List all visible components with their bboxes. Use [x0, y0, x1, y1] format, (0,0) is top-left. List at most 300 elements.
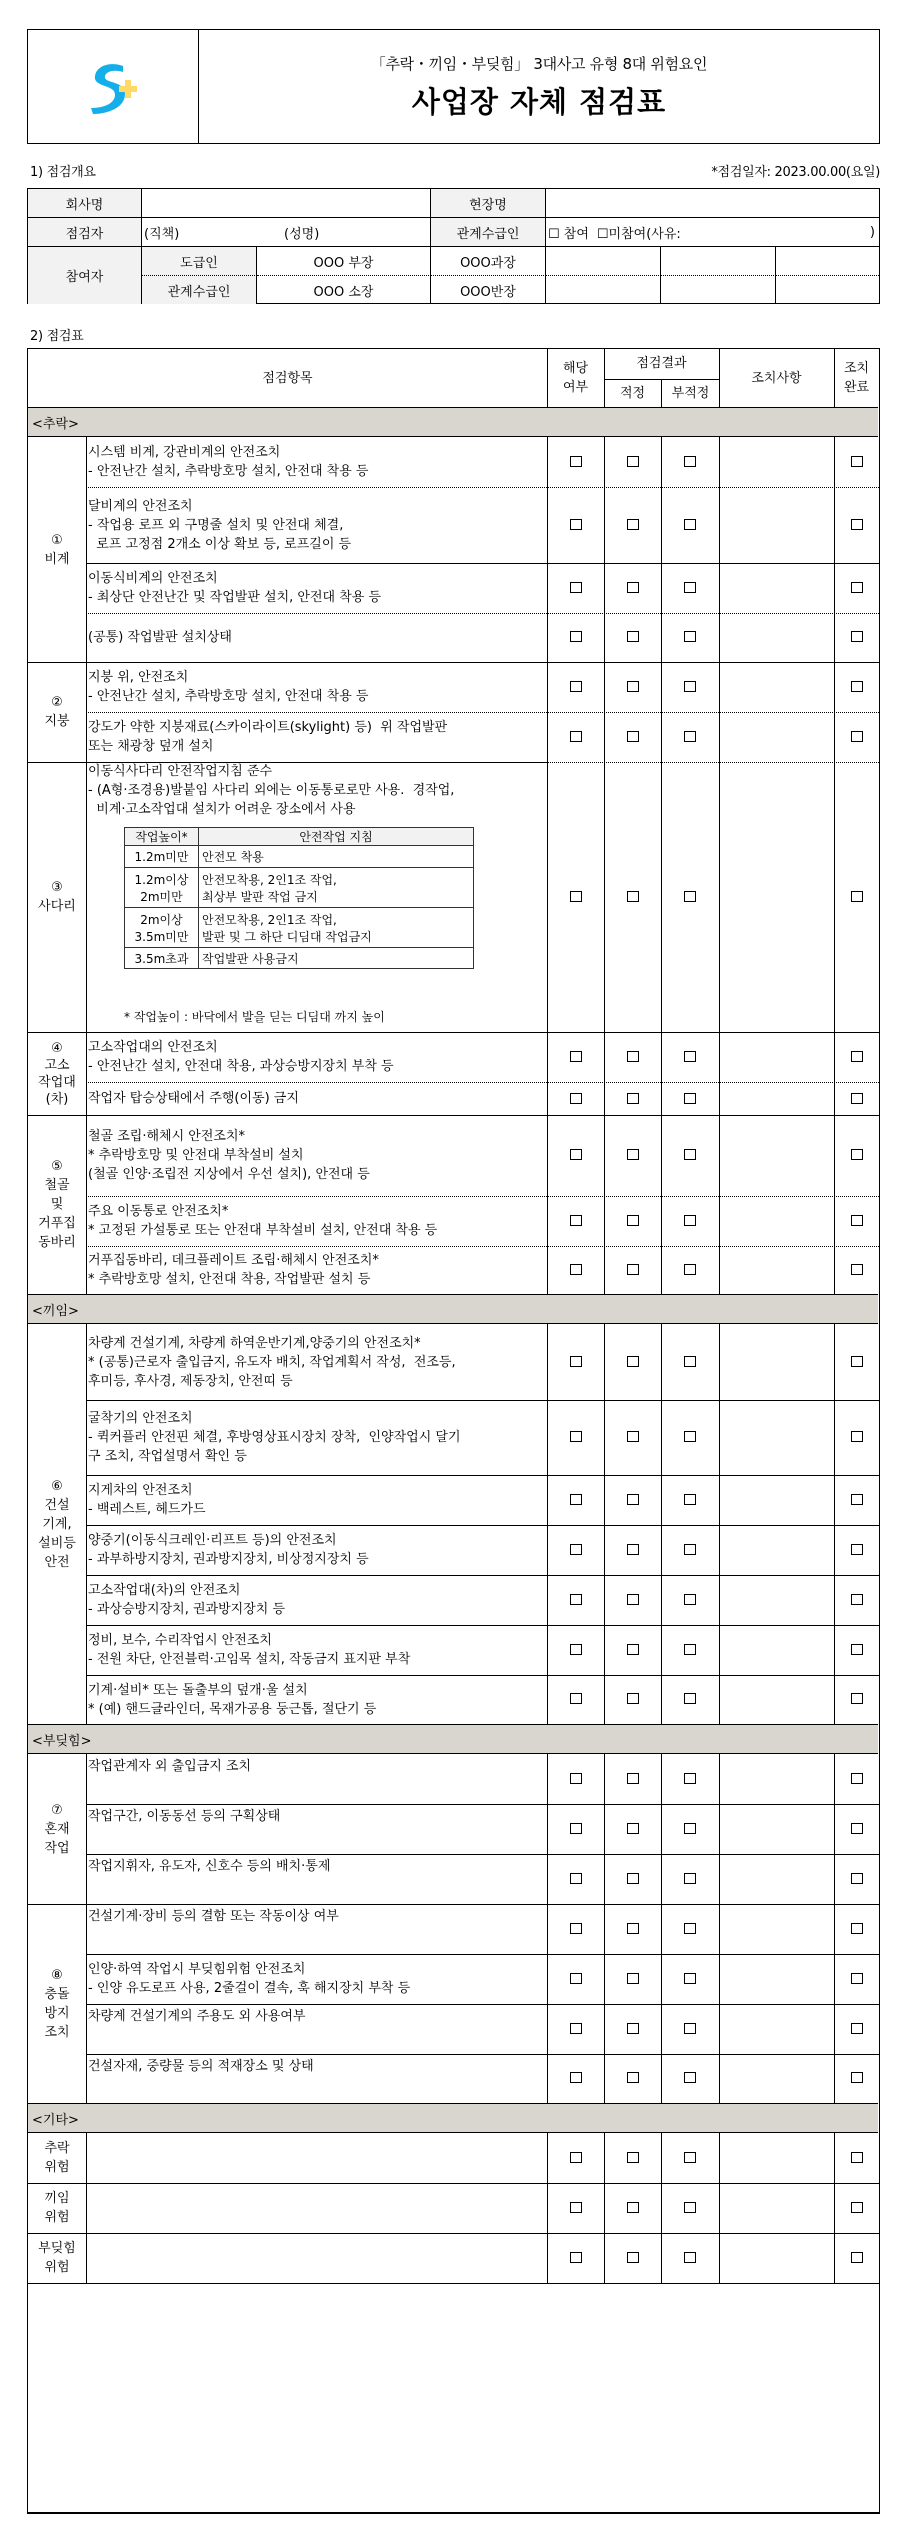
proper-checkbox[interactable] — [627, 2072, 639, 2083]
proper-checkbox[interactable] — [627, 2252, 639, 2263]
applicable-checkbox[interactable] — [570, 2202, 582, 2213]
category-band-struck: <부딪힘> — [28, 1724, 878, 1754]
item-title: 지게차의 안전조치 — [88, 1483, 193, 1498]
participant-blank[interactable] — [776, 247, 879, 276]
item-detail: * 추락방호망 및 안전대 부착설비 설치 — [88, 1148, 304, 1163]
category-band-caught: <끼임> — [28, 1294, 878, 1324]
action-done-checkbox[interactable] — [851, 582, 863, 593]
action-done-checkbox[interactable] — [851, 2023, 863, 2034]
group-number: ⑧ — [51, 1967, 63, 1983]
site-label: 현장명 — [431, 189, 546, 218]
applicable-checkbox[interactable] — [570, 456, 582, 467]
item-detail: 비계·고소작업대 설치가 어려운 장소에서 사용 — [88, 802, 356, 817]
applicable-checkbox[interactable] — [570, 1594, 582, 1605]
improper-checkbox[interactable] — [684, 1773, 696, 1784]
improper-checkbox[interactable] — [684, 2152, 696, 2163]
check-item — [87, 1904, 547, 1954]
ladder-guideline-text: 발판 및 그 하단 디딤대 작업금지 — [202, 929, 372, 944]
check-item — [87, 563, 547, 613]
improper-checkbox[interactable] — [684, 891, 696, 902]
improper-checkbox[interactable] — [684, 2252, 696, 2263]
improper-checkbox[interactable] — [684, 2072, 696, 2083]
document-header — [27, 29, 880, 144]
item-detail: - 퀵커플러 안전핀 체결, 후방영상표시장치 장착, 인양작업시 달기 — [88, 1430, 461, 1445]
item-title: 강도가 약한 지붕재료(스카이라이트(skylight) 등) 위 작업발판 — [88, 720, 448, 735]
proper-checkbox[interactable] — [627, 1051, 639, 1062]
item-detail: - 안전난간 설치, 추락방호망 설치, 안전대 착용 등 — [88, 689, 369, 704]
proper-checkbox[interactable] — [627, 1431, 639, 1442]
ladder-height-text: 3.5m초과 — [134, 951, 189, 966]
action-done-checkbox[interactable] — [851, 1644, 863, 1655]
improper-checkbox[interactable] — [684, 1431, 696, 1442]
participant-blank[interactable] — [661, 276, 776, 304]
item-title: 주요 이동통로 안전조치* — [88, 1204, 229, 1219]
col-header-done-line1: 조치 — [843, 361, 870, 376]
item-detail: - 작업용 로프 외 구명줄 설치 및 안전대 체결, — [88, 517, 344, 533]
action-done-checkbox[interactable] — [851, 731, 863, 742]
applicable-checkbox[interactable] — [570, 1093, 582, 1104]
participant-person1[interactable]: OOO 부장 — [257, 247, 431, 276]
participant-blank[interactable] — [546, 276, 661, 304]
group-steel-formwork — [28, 1115, 86, 1294]
proper-checkbox[interactable] — [627, 1594, 639, 1605]
improper-checkbox[interactable] — [684, 731, 696, 742]
checklist-section-title: 2) 점검표 — [30, 329, 84, 344]
col-header-result: 점검결과 — [604, 349, 719, 378]
group-aerial-platform — [28, 1032, 86, 1115]
applicable-checkbox[interactable] — [570, 1149, 582, 1160]
improper-checkbox[interactable] — [684, 2202, 696, 2213]
action-done-checkbox[interactable] — [851, 1873, 863, 1884]
action-done-checkbox[interactable] — [851, 519, 863, 530]
group-name: 사다리 — [38, 899, 76, 914]
divider — [547, 762, 879, 763]
ladder-height-text: 1.2m미만 — [134, 850, 189, 864]
applicable-checkbox[interactable] — [570, 681, 582, 692]
ladder-height-text: 2m미만 — [140, 889, 183, 904]
group-number: ④ — [51, 1040, 63, 1056]
applicable-checkbox[interactable] — [570, 1873, 582, 1884]
proper-checkbox[interactable] — [627, 1644, 639, 1655]
applicable-checkbox[interactable] — [570, 1923, 582, 1934]
applicable-checkbox[interactable] — [570, 1356, 582, 1367]
proper-checkbox[interactable] — [627, 631, 639, 642]
group-name: 작업 — [44, 1840, 70, 1856]
applicable-checkbox[interactable] — [570, 1494, 582, 1505]
inspector-position: (직책) — [144, 226, 180, 242]
item-title: 인양·하역 작업시 부딪힘위험 안전조치 — [88, 1962, 306, 1977]
group-number: ⑥ — [51, 1478, 63, 1494]
action-done-checkbox[interactable] — [851, 1356, 863, 1367]
improper-checkbox[interactable] — [684, 1923, 696, 1934]
ladder-guideline — [199, 908, 473, 947]
item-detail: * 추락방호망 설치, 안전대 착용, 작업발판 설치 등 — [88, 1272, 371, 1287]
check-item — [87, 1196, 547, 1246]
inspector-label: 점검자 — [28, 218, 142, 247]
group-number: ① — [51, 532, 63, 548]
item-title: 작업관계자 외 출입금지 조치 — [88, 1759, 252, 1774]
group-mixed-work — [28, 1754, 86, 1904]
group-name: 설비등 — [38, 1535, 76, 1551]
item-detail: - 과부하방지장치, 권과방지장치, 비상정지장치 등 — [88, 1552, 369, 1567]
category-band-other: <기타> — [28, 2103, 878, 2133]
participant-person2[interactable]: OOO반장 — [431, 276, 546, 304]
improper-checkbox[interactable] — [684, 519, 696, 530]
group-name: 부딪힘 — [38, 2241, 76, 2256]
check-item — [87, 1475, 547, 1525]
check-item — [87, 1575, 547, 1625]
proper-checkbox[interactable] — [627, 1149, 639, 1160]
item-title: 차량계 건설기계의 주용도 외 사용여부 — [88, 2009, 306, 2024]
proper-checkbox[interactable] — [627, 1544, 639, 1555]
improper-checkbox[interactable] — [684, 1823, 696, 1834]
ladder-height-guideline-table — [124, 827, 474, 969]
improper-checkbox[interactable] — [684, 456, 696, 467]
item-detail: 후미등, 후사경, 제동장치, 안전띠 등 — [88, 1373, 293, 1389]
action-done-checkbox[interactable] — [851, 1693, 863, 1704]
proper-checkbox[interactable] — [627, 1693, 639, 1704]
group-name: 충돌 — [44, 1986, 70, 2002]
group-name: 방지 — [44, 2005, 70, 2021]
logo — [28, 30, 199, 143]
item-title: 작업자 탑승상태에서 주행(이동) 금지 — [88, 1091, 299, 1106]
ladder-guideline-text: 안전모착용, 2인1조 작업, — [202, 912, 337, 927]
document-subtitle: 「추락・끼임・부딪힘」 3대사고 유형 8대 위험요인 — [370, 54, 708, 73]
applicable-checkbox[interactable] — [570, 631, 582, 642]
group-number: ⑤ — [51, 1159, 63, 1174]
item-detail: 로프 고정점 2개소 이상 확보 등, 로프길이 등 — [88, 536, 352, 552]
item-title: 굴착기의 안전조치 — [88, 1411, 193, 1426]
applicable-checkbox[interactable] — [570, 1693, 582, 1704]
absent-reason-close: ) — [869, 224, 875, 240]
proper-checkbox[interactable] — [627, 1093, 639, 1104]
ladder-height — [125, 846, 199, 867]
proper-checkbox[interactable] — [627, 731, 639, 742]
action-done-checkbox[interactable] — [851, 1544, 863, 1555]
ladder-height-text: 1.2m이상 — [134, 872, 189, 887]
participant-person2[interactable]: OOO과장 — [431, 247, 546, 276]
item-detail: (철골 인양·조립전 지상에서 우선 설치), 안전대 등 — [88, 1167, 370, 1182]
inspector-name: (성명) — [284, 226, 320, 242]
ladder-guideline — [199, 948, 473, 968]
applicable-checkbox[interactable] — [570, 1973, 582, 1984]
proper-checkbox[interactable] — [627, 2152, 639, 2163]
group-name: 동바리 — [38, 1235, 76, 1250]
improper-checkbox[interactable] — [684, 1973, 696, 1984]
check-item — [87, 1804, 547, 1854]
divider — [28, 2233, 879, 2234]
overview-table — [27, 188, 880, 304]
group-name: 혼재 — [44, 1821, 70, 1837]
item-title: 기계·설비* 또는 돌출부의 덮개·울 설치 — [88, 1682, 308, 1698]
applicable-checkbox[interactable] — [570, 1431, 582, 1442]
applicable-checkbox[interactable] — [570, 582, 582, 593]
item-detail: - 과상승방지장치, 권과방지장치 등 — [88, 1602, 286, 1617]
proper-checkbox[interactable] — [627, 891, 639, 902]
col-header-applicable-line1: 해당 — [562, 361, 589, 376]
proper-checkbox[interactable] — [627, 582, 639, 593]
company-field[interactable] — [142, 189, 431, 218]
improper-checkbox[interactable] — [684, 1356, 696, 1367]
attend-checkbox[interactable]: ☐ 참여 — [548, 226, 589, 242]
item-title: 고소작업대(차)의 안전조치 — [88, 1583, 241, 1598]
site-field[interactable] — [546, 189, 879, 218]
item-detail: * 고정된 가설통로 또는 안전대 부착설비 설치, 안전대 착용 등 — [88, 1223, 438, 1238]
item-title: (공통) 작업발판 설치상태 — [88, 630, 232, 645]
proper-checkbox[interactable] — [627, 1923, 639, 1934]
applicable-checkbox[interactable] — [570, 2023, 582, 2034]
inspection-date[interactable]: *점검일자: 2023.00.00(요일) — [711, 165, 880, 180]
item-detail: - 전원 차단, 안전블럭·고임목 설치, 작동금지 표지판 부착 — [88, 1652, 411, 1667]
check-item — [87, 1324, 547, 1400]
group-name: 지붕 — [44, 714, 70, 729]
improper-checkbox[interactable] — [684, 1494, 696, 1505]
title-area — [199, 30, 879, 143]
absent-checkbox[interactable]: ☐미참여(사유: — [596, 226, 681, 242]
overview-section-title: 1) 점검개요 — [30, 165, 96, 180]
improper-checkbox[interactable] — [684, 1149, 696, 1160]
item-detail: 또는 채광창 덮개 설치 — [88, 739, 214, 754]
participant-role: 도급인 — [142, 247, 257, 276]
col-header-item: 점검항목 — [28, 349, 547, 407]
improper-checkbox[interactable] — [684, 1693, 696, 1704]
ladder-head-guideline: 안전작업 지침 — [299, 830, 373, 844]
col-header-applicable — [547, 349, 604, 407]
company-label: 회사명 — [28, 189, 142, 218]
action-done-checkbox[interactable] — [851, 891, 863, 902]
col-header-applicable-line2: 여부 — [562, 380, 589, 395]
group-collision-prevention — [28, 1904, 86, 2103]
item-title: 지붕 위, 안전조치 — [88, 670, 189, 685]
ladder-guideline-text: 안전모 착용 — [202, 850, 264, 864]
col-header-done — [834, 349, 879, 407]
check-item — [87, 1400, 547, 1475]
item-detail: - (A형·조경용)발붙임 사다리 외에는 이동통로로만 사용. 경작업, — [88, 783, 455, 798]
proper-checkbox[interactable] — [627, 681, 639, 692]
item-title: 달비계의 안전조치 — [88, 498, 193, 514]
ladder-guideline-text: 안전모착용, 2인1조 작업, — [202, 872, 337, 887]
action-done-checkbox[interactable] — [851, 1594, 863, 1605]
group-number: ⑦ — [51, 1802, 63, 1818]
item-detail: * (예) 핸드글라인더, 목재가공용 둥근톱, 절단기 등 — [88, 1701, 377, 1717]
group-name: 위험 — [44, 2260, 70, 2275]
item-title: 양중기(이동식크레인·리프트 등)의 안전조치 — [88, 1533, 337, 1548]
group-construction-machinery — [28, 1324, 86, 1724]
group-scaffold — [28, 437, 86, 662]
proper-checkbox[interactable] — [627, 1773, 639, 1784]
group-other-struck — [28, 2233, 86, 2283]
proper-checkbox[interactable] — [627, 1356, 639, 1367]
group-name: 작업대 — [38, 1074, 76, 1090]
action-done-checkbox[interactable] — [851, 2252, 863, 2263]
group-name: 추락 — [44, 2141, 70, 2156]
item-title: 건설자재, 중량물 등의 적재장소 및 상태 — [88, 2059, 314, 2074]
proper-checkbox[interactable] — [627, 1494, 639, 1505]
item-title: 건설기계·장비 등의 결함 또는 작동이상 여부 — [88, 1909, 339, 1924]
ladder-height — [125, 908, 199, 947]
proper-checkbox[interactable] — [627, 2202, 639, 2213]
improper-checkbox[interactable] — [684, 681, 696, 692]
improper-checkbox[interactable] — [684, 1093, 696, 1104]
subcontractor-attendance — [546, 218, 879, 247]
action-done-checkbox[interactable] — [851, 2072, 863, 2083]
applicable-checkbox[interactable] — [570, 731, 582, 742]
applicable-checkbox[interactable] — [570, 1644, 582, 1655]
action-done-checkbox[interactable] — [851, 681, 863, 692]
applicable-checkbox[interactable] — [570, 2252, 582, 2263]
s-plus-logo-icon — [83, 56, 143, 118]
applicable-checkbox[interactable] — [570, 1051, 582, 1062]
group-name: 끼임 — [44, 2191, 70, 2206]
check-item — [87, 1525, 547, 1575]
action-done-checkbox[interactable] — [851, 1431, 863, 1442]
inspector-field[interactable] — [142, 218, 431, 247]
item-detail: - 안전난간 설치, 안전대 착용, 과상승방지장치 부착 등 — [88, 1059, 394, 1074]
check-item — [87, 613, 547, 662]
applicable-checkbox[interactable] — [570, 1773, 582, 1784]
participant-blank[interactable] — [661, 247, 776, 276]
group-name: 거푸집 — [38, 1216, 76, 1231]
checklist-table — [27, 348, 880, 2514]
item-detail: - 인양 유도로프 사용, 2줄걸이 결속, 훅 해지장치 부착 등 — [88, 1981, 411, 1996]
participant-blank[interactable] — [776, 276, 879, 304]
action-done-checkbox[interactable] — [851, 1093, 863, 1104]
item-detail: - 안전난간 설치, 추락방호망 설치, 안전대 착용 등 — [88, 464, 369, 479]
applicable-checkbox[interactable] — [570, 891, 582, 902]
action-done-checkbox[interactable] — [851, 1494, 863, 1505]
check-item — [87, 487, 547, 563]
check-item — [87, 1625, 547, 1675]
proper-checkbox[interactable] — [627, 519, 639, 530]
group-roof — [28, 662, 86, 762]
item-title: 작업지휘자, 유도자, 신호수 등의 배치·통제 — [88, 1859, 331, 1874]
improper-checkbox[interactable] — [684, 1873, 696, 1884]
check-item — [87, 712, 547, 762]
check-item — [87, 437, 547, 487]
divider — [28, 2283, 879, 2284]
check-item — [87, 1854, 547, 1904]
ladder-height-note: * 작업높이 : 바닥에서 발을 딛는 디딤대 까지 높이 — [124, 1010, 385, 1024]
participants-label: 참여자 — [28, 247, 142, 304]
action-done-checkbox[interactable] — [851, 2152, 863, 2163]
participant-blank[interactable] — [546, 247, 661, 276]
group-other-fall — [28, 2133, 86, 2183]
item-title: 철골 조립·해체시 안전조치* — [88, 1129, 246, 1144]
group-name: 안전 — [44, 1554, 70, 1570]
action-done-checkbox[interactable] — [851, 1973, 863, 1984]
item-detail: * (공통)근로자 출입금지, 유도자 배치, 작업계획서 작성, 전조등, — [88, 1354, 456, 1370]
item-detail: - 백레스트, 헤드가드 — [88, 1502, 206, 1517]
ladder-guideline-text: 작업발판 사용금지 — [202, 951, 299, 966]
improper-checkbox[interactable] — [684, 2023, 696, 2034]
applicable-checkbox[interactable] — [570, 1215, 582, 1226]
improper-checkbox[interactable] — [684, 1215, 696, 1226]
group-name: 철골 — [44, 1178, 70, 1193]
participant-person1[interactable]: OOO 소장 — [257, 276, 431, 304]
ladder-guideline-text: 최상부 발판 작업 금지 — [202, 889, 318, 904]
document-title: 사업장 자체 점검표 — [411, 84, 667, 119]
ladder-guideline — [199, 868, 473, 907]
ladder-guideline — [199, 846, 473, 867]
item-title: 거푸집동바리, 데크플레이트 조립·해체시 안전조치* — [88, 1253, 379, 1268]
applicable-checkbox[interactable] — [570, 519, 582, 530]
action-done-checkbox[interactable] — [851, 631, 863, 642]
improper-checkbox[interactable] — [684, 1264, 696, 1275]
check-item — [87, 2054, 547, 2103]
action-done-checkbox[interactable] — [851, 1051, 863, 1062]
group-name: 및 — [50, 1197, 64, 1212]
ladder-height-text: 3.5m미만 — [134, 929, 189, 944]
ladder-height — [125, 948, 199, 968]
applicable-checkbox[interactable] — [570, 1823, 582, 1834]
proper-checkbox[interactable] — [627, 456, 639, 467]
applicable-checkbox[interactable] — [570, 2072, 582, 2083]
group-name: 비계 — [44, 551, 70, 567]
check-item — [87, 2004, 547, 2054]
action-done-checkbox[interactable] — [851, 1923, 863, 1934]
group-number: ② — [51, 695, 63, 710]
improper-checkbox[interactable] — [684, 1644, 696, 1655]
action-done-checkbox[interactable] — [851, 1264, 863, 1275]
check-item — [87, 662, 547, 712]
check-item — [87, 1032, 547, 1082]
proper-checkbox[interactable] — [627, 1215, 639, 1226]
improper-checkbox[interactable] — [684, 582, 696, 593]
improper-checkbox[interactable] — [684, 631, 696, 642]
check-item — [87, 762, 547, 824]
item-detail: 구 조치, 작업설명서 확인 등 — [88, 1449, 247, 1464]
applicable-checkbox[interactable] — [570, 1544, 582, 1555]
item-title: 고소작업대의 안전조치 — [88, 1040, 218, 1055]
group-ladder — [28, 762, 86, 1032]
action-done-checkbox[interactable] — [851, 1823, 863, 1834]
check-item — [87, 1675, 547, 1724]
ladder-head-height: 작업높이* — [125, 828, 199, 845]
action-done-checkbox[interactable] — [851, 1215, 863, 1226]
action-done-checkbox[interactable] — [851, 2202, 863, 2213]
proper-checkbox[interactable] — [627, 1264, 639, 1275]
group-name: 기계, — [42, 1516, 72, 1532]
item-title: 시스템 비계, 강관비계의 안전조치 — [88, 445, 281, 460]
applicable-checkbox[interactable] — [570, 1264, 582, 1275]
applicable-checkbox[interactable] — [570, 2152, 582, 2163]
item-title: 작업구간, 이동동선 등의 구획상태 — [88, 1809, 281, 1824]
proper-checkbox[interactable] — [627, 1973, 639, 1984]
col-header-improper: 부적정 — [662, 379, 719, 407]
item-title: 차량계 건설기계, 차량계 하역운반기계,양중기의 안전조치* — [88, 1335, 421, 1351]
action-done-checkbox[interactable] — [851, 1773, 863, 1784]
action-done-checkbox[interactable] — [851, 456, 863, 467]
proper-checkbox[interactable] — [627, 2023, 639, 2034]
improper-checkbox[interactable] — [684, 1544, 696, 1555]
group-name: 고소 — [44, 1057, 70, 1073]
group-name: 조치 — [44, 2024, 70, 2040]
group-name: 위험 — [44, 2210, 70, 2225]
group-other-caught — [28, 2183, 86, 2233]
improper-checkbox[interactable] — [684, 1051, 696, 1062]
group-name: 건설 — [44, 1497, 70, 1513]
item-title: 이동식사다리 안전작업지침 준수 — [88, 764, 273, 779]
proper-checkbox[interactable] — [627, 1873, 639, 1884]
improper-checkbox[interactable] — [684, 1594, 696, 1605]
divider — [28, 2183, 879, 2184]
proper-checkbox[interactable] — [627, 1823, 639, 1834]
action-done-checkbox[interactable] — [851, 1149, 863, 1160]
group-number: ③ — [51, 880, 63, 895]
check-item — [87, 1115, 547, 1196]
check-item — [87, 1082, 547, 1115]
subcontractor-label: 관계수급인 — [431, 218, 546, 247]
